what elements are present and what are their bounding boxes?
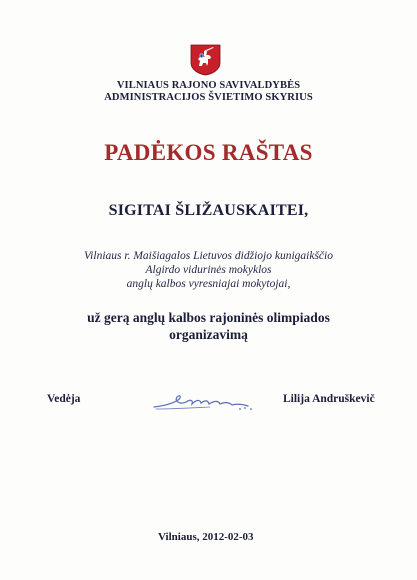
place-and-date: Vilniaus, 2012-02-03 (158, 531, 254, 543)
recipient-description-line: anglų kalbos vyresniajai mokytojai, (126, 278, 291, 290)
reason-line: organizavimą (169, 327, 248, 342)
coat-of-arms-icon (190, 44, 221, 76)
recipient-description-line: Vilniaus r. Maišiagalos Lietuvos didžiojo kunigaikščio (84, 250, 333, 262)
org-name-line-2: ADMINISTRACIJOS ŠVIETIMO SKYRIUS (104, 92, 313, 103)
document-title: PADĖKOS RAŠTAS (104, 140, 313, 165)
handwritten-signature (150, 388, 262, 414)
signatory-role: Vedėja (47, 393, 81, 405)
org-name-line-1: VILNIAUS RAJONO SAVIVALDYBĖS (116, 80, 301, 91)
signatory-name: Lilija Andruškevič (283, 393, 375, 405)
recipient-description-line: Algirdo vidurinės mokyklos (145, 264, 272, 276)
reason-line: už gerą anglų kalbos rajoninės olimpiados (87, 310, 330, 325)
recipient-name: SIGITAI ŠLIŽAUSKAITEI, (108, 202, 309, 219)
